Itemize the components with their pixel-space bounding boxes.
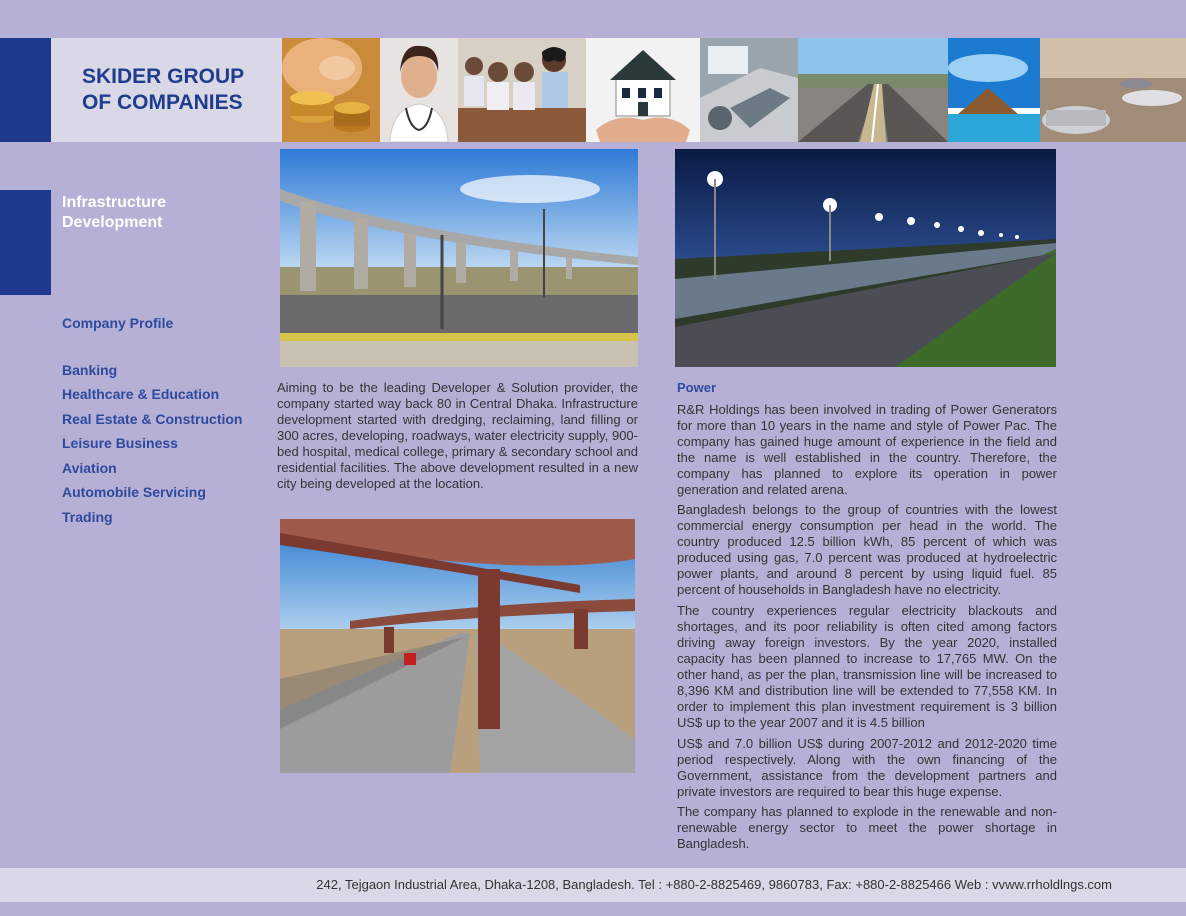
intro-paragraph: Aiming to be the leading Developer & Solution provider, the company started way back 80 in Central Dhaka. Infrastructure development started with dredging, reclaiming, land filling or 300 acres, developing, roadways, water electricity supply, 900-bed hospital, medical college, primary & secondary school and residential facilities. The above development resulted in a new city being developed at the location. — [277, 380, 638, 491]
power-paragraph-1: R&R Holdings has been involved in trading of Power Generators for more than 10 years in the name and style of Power Pac. The company has gained huge amount of experience in the field and the name is well established in the country. Therefore, the company has planned to explore its operation in power generation and related arena. — [677, 402, 1057, 497]
car-showroom-icon — [1040, 38, 1186, 142]
schoolchildren-icon — [458, 38, 586, 142]
doctor-icon — [380, 38, 458, 142]
section-accent-block — [0, 190, 51, 295]
power-paragraph-3: The country experiences regular electricity blackouts and shortages, and its poor reliability is often cited among factors driving away foreign investors. By the year 2020, installed capacity has been planned to increase to 17,765 MW. On the other hand, as per the plan, transmission line will be increased to 8,396 KM and distribution line will be extended to 77,558 KM. In order to implement this plan investment requirement is 3 billion US$ up to the year 2007 and it is 4.5 billion — [677, 603, 1057, 730]
nav-item-banking[interactable]: Banking — [62, 362, 118, 378]
nav-item-leisure-business[interactable]: Leisure Business — [62, 435, 178, 451]
footer-address: 242, Tejgaon Industrial Area, Dhaka-1208, Bangladesh. Tel : +880-2-8825469, 9860783, Fax: +880-2-8825466 Web : vvww.rrholdlngs.com — [316, 877, 1112, 892]
highway-interchange-photo — [280, 519, 635, 773]
elevated-expressway-photo — [280, 149, 638, 367]
resort-pool-icon — [948, 38, 1040, 142]
nav-item-real-estate-construction[interactable]: Real Estate & Construction — [62, 411, 243, 427]
power-paragraph-5: The company has planned to explode in the renewable and non-renewable energy sector to meet the power shortage in Bangladesh. — [677, 804, 1057, 851]
nav-item-company-profile[interactable]: Company Profile — [62, 315, 174, 331]
power-heading: Power — [677, 380, 717, 395]
power-paragraph-4: US$ and 7.0 billion US$ during 2007-2012 and 2012-2020 time period respectively. Along with the own financing of the Government, assistance from the development partners and private investors are required to bear this huge expense. — [677, 736, 1057, 799]
coins-stack-icon — [282, 38, 380, 142]
nav-item-healthcare-education[interactable]: Healthcare & Education — [62, 386, 220, 402]
header-accent-block — [0, 38, 51, 142]
brand-title: SKIDER GROUP OF COMPANIES — [82, 65, 245, 114]
lit-highway-night-photo — [675, 149, 1056, 367]
highway-icon — [798, 38, 948, 142]
section-title: Infrastructure Development — [62, 194, 167, 231]
nav-item-automobile-servicing[interactable]: Automobile Servicing — [62, 484, 206, 500]
house-in-hands-icon — [586, 38, 700, 142]
nav-item-trading[interactable]: Trading — [62, 509, 113, 525]
car-interior-icon — [700, 38, 798, 142]
power-paragraph-2: Bangladesh belongs to the group of countries with the lowest commercial energy consumption per head in the world. The country produced 12.5 billion kWh, 85 percent of which was produced using gas, 7.0 percent was produced at hydroelectric power plants, and around 8 percent by using liquid fuel. 85 percent of households in Bangladesh have no electricity. — [677, 502, 1057, 597]
nav-item-aviation[interactable]: Aviation — [62, 460, 117, 476]
